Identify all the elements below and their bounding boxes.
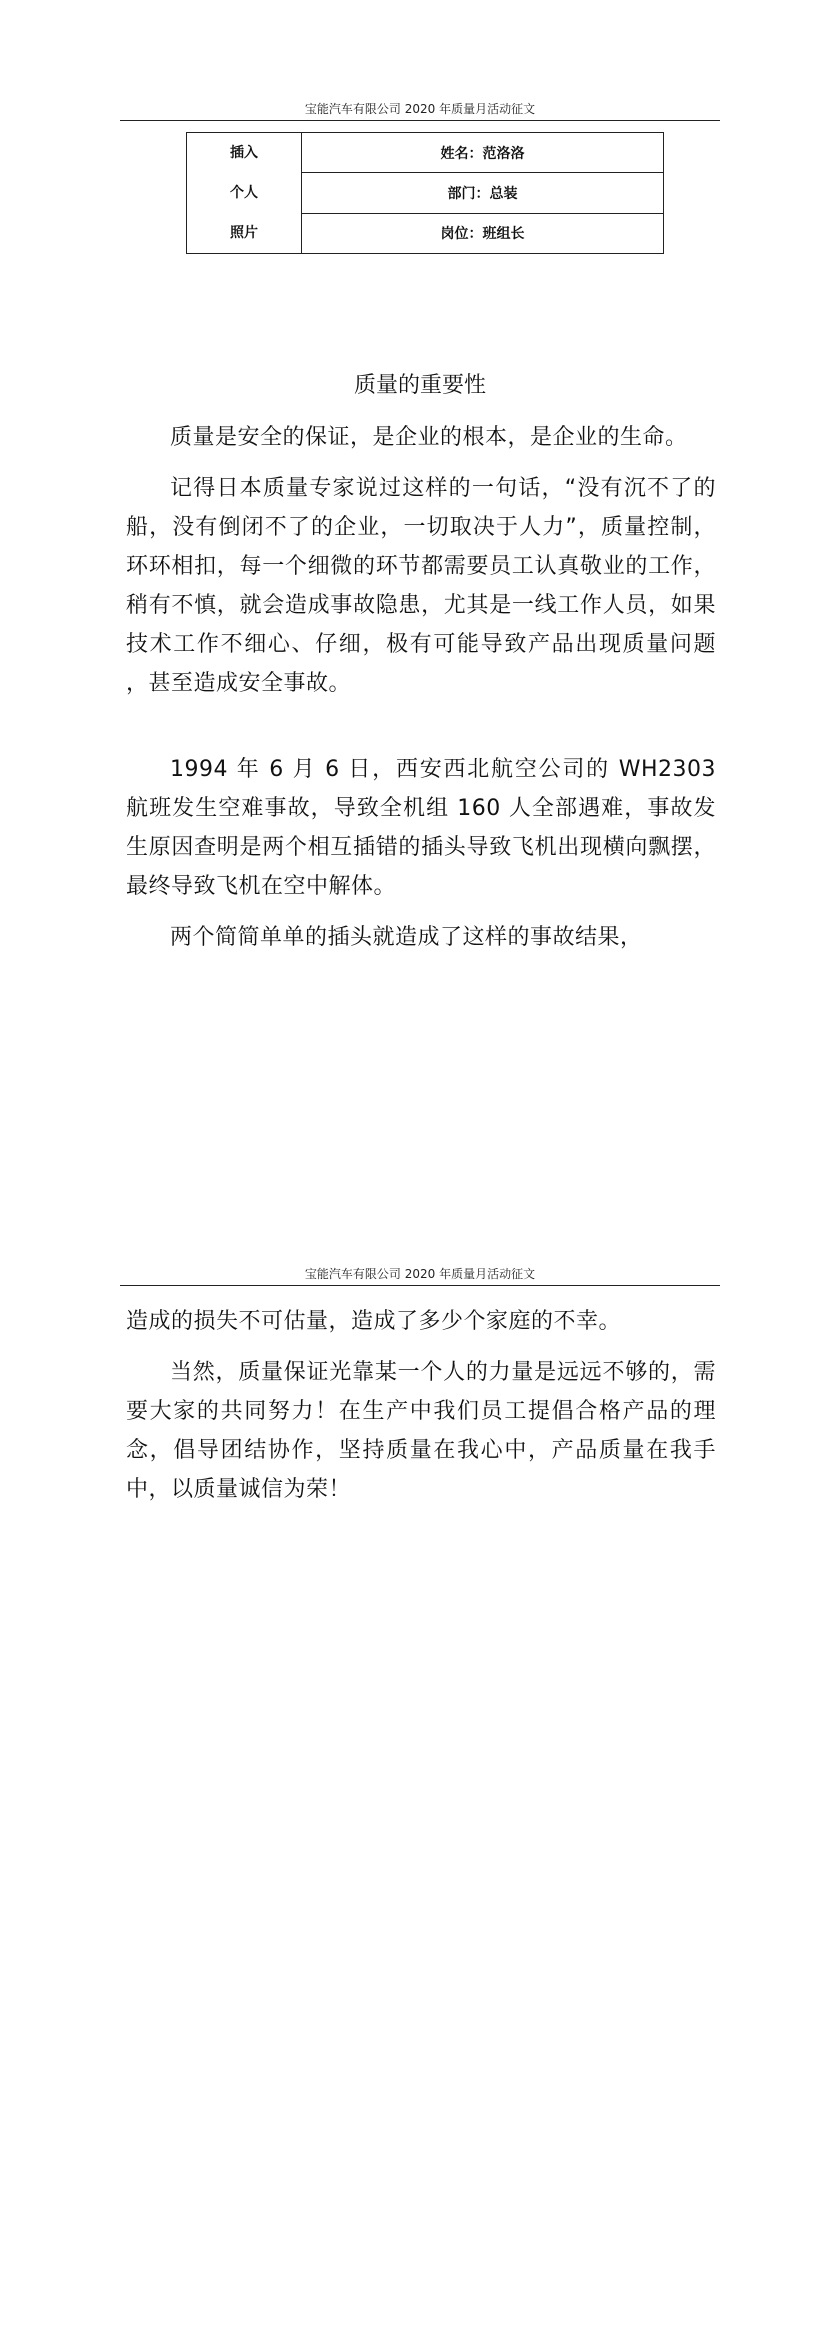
department-cell: 部门：总装 <box>302 173 664 213</box>
position-cell: 岗位：班组长 <box>302 213 664 253</box>
page-header: 宝能汽车有限公司 2020 年质量月活动征文 <box>304 1267 536 1281</box>
personal-info-table <box>186 132 664 254</box>
paragraph-4-start: 两个简简单单的插头就造成了这样的事故结果， <box>170 925 643 950</box>
article-body-page-2 <box>126 1302 716 1509</box>
name-cell: 姓名：范洛洛 <box>302 133 664 173</box>
page-header: 宝能汽车有限公司 2020 年质量月活动征文 <box>304 102 536 116</box>
photo-placeholder-cell <box>187 133 302 254</box>
article-body-page-1 <box>126 418 716 957</box>
paragraph-5: 当然，质量保证光靠某一个人的力量是远远不够的，需要大家的共同努力！在生产中我们员工提倡合格产品的理念，倡导团结协作，坚持质量在我心中，产品质量在我手中，以质量诚信为荣！ <box>126 1360 716 1502</box>
photo-label-line-2: 个人 <box>230 185 258 201</box>
page-2 <box>0 1260 827 2338</box>
paragraph-3: 1994 年 6 月 6 日，西安西北航空公司的 WH2303 航班发生空难事故，导致全机组 160 人全部遇难，事故发生原因查明是两个相互插错的插头导致飞机出现横向飘摆，最终导致飞机在空中解体。 <box>126 757 716 899</box>
paragraph-1: 质量是安全的保证，是企业的根本，是企业的生命。 <box>170 425 688 450</box>
header-divider <box>120 1285 720 1286</box>
paragraph-4-continued: 造成的损失不可估量，造成了多少个家庭的不幸。 <box>126 1309 622 1334</box>
paragraph-2: 记得日本质量专家说过这样的一句话，“没有沉不了的船，没有倒闭不了的企业，一切取决于人力”，质量控制，环环相扣，每一个细微的环节都需要员工认真敬业的工作，稍有不慎，就会造成事故隐患，尤其是一线工作人员，如果技术工作不细心、仔细，极有可能导致产品出现质量问题 ，甚至造成安全事故。 <box>126 476 716 696</box>
photo-label-line-1: 插入 <box>230 145 258 161</box>
photo-label-line-3: 照片 <box>230 225 258 241</box>
header-divider <box>120 120 720 121</box>
article-title: 质量的重要性 <box>353 373 486 398</box>
